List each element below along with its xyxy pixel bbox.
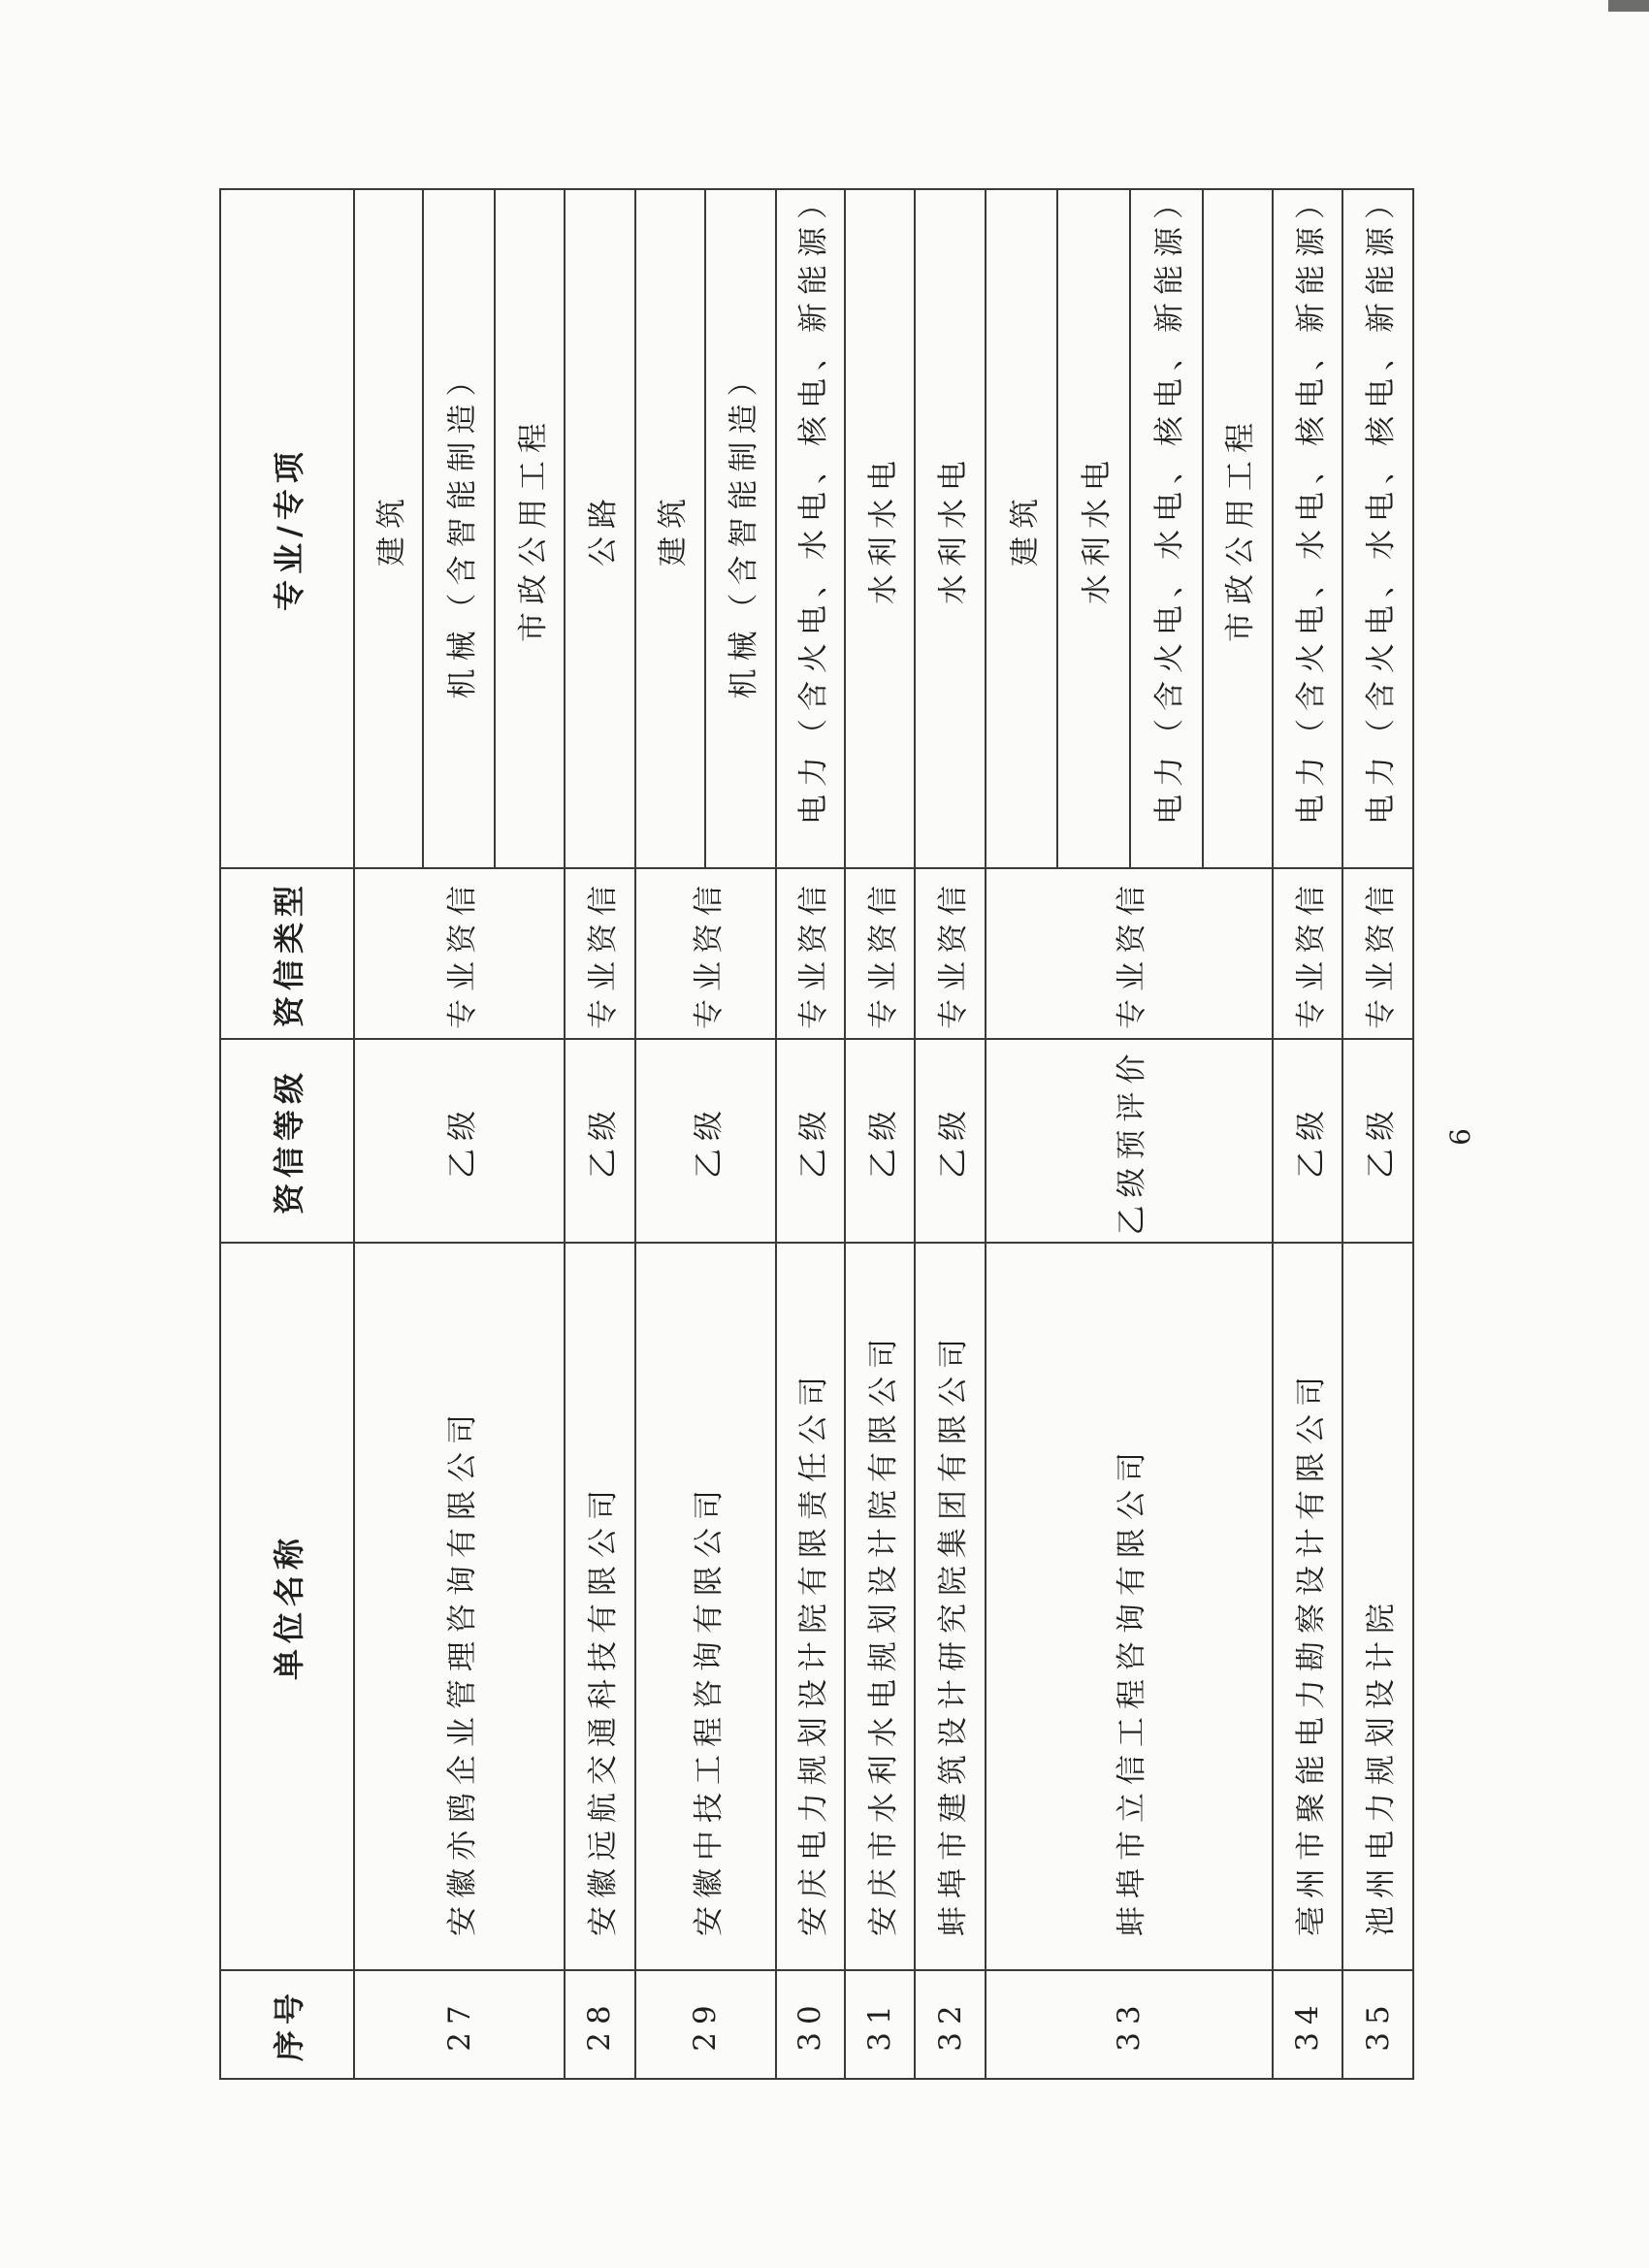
rotated-page-content	[219, 181, 1414, 2080]
company-name: 安庆市水利水电规划设计院有限公司	[845, 1243, 915, 1970]
table-row	[915, 189, 985, 2079]
major: 水利水电	[915, 189, 985, 868]
row-no: 30	[776, 1970, 845, 2079]
table-row	[986, 189, 1058, 2079]
qualification-type: 专业资信	[845, 868, 915, 1039]
qualification-type: 专业资信	[915, 868, 985, 1039]
company-name: 安徽远航交通科技有限公司	[565, 1243, 634, 1970]
qualification-table	[219, 181, 1414, 2080]
table-row	[635, 189, 705, 2079]
grade: 乙级	[776, 1039, 845, 1243]
major: 建筑	[986, 189, 1058, 868]
major: 机械（含智能制造）	[705, 189, 775, 868]
grade: 乙级	[635, 1039, 776, 1243]
grade: 乙级	[845, 1039, 915, 1243]
company-name: 池州电力规划设计院	[1342, 1243, 1413, 1970]
major: 水利水电	[845, 189, 915, 868]
row-no: 35	[1342, 1970, 1413, 2079]
qualification-type: 专业资信	[1342, 868, 1413, 1039]
qualification-type: 专业资信	[1273, 868, 1342, 1039]
major: 公路	[565, 189, 634, 868]
row-no: 28	[565, 1970, 634, 2079]
page-number: 6	[1444, 1128, 1476, 1146]
major: 建筑	[635, 189, 705, 868]
company-name: 蚌埠市立信工程咨询有限公司	[986, 1243, 1273, 1970]
major: 市政公用工程	[495, 189, 565, 868]
header-no: 序号	[220, 1970, 354, 2079]
major: 水利水电	[1057, 189, 1130, 868]
header-type: 资信类型	[220, 868, 354, 1039]
header-name: 单位名称	[220, 1243, 354, 1970]
row-no: 31	[845, 1970, 915, 2079]
row-no: 32	[915, 1970, 985, 2079]
company-name: 安徽中技工程咨询有限公司	[635, 1243, 776, 1970]
major: 机械（含智能制造）	[423, 189, 495, 868]
grade: 乙级预评价	[986, 1039, 1273, 1243]
header-row	[220, 189, 354, 2079]
qualification-type: 专业资信	[565, 868, 634, 1039]
grade: 乙级	[1273, 1039, 1342, 1243]
major: 市政公用工程	[1203, 189, 1273, 868]
table-row	[565, 189, 634, 2079]
grade: 乙级	[915, 1039, 985, 1243]
qualification-type: 专业资信	[635, 868, 776, 1039]
table-row	[845, 189, 915, 2079]
major: 电力（含火电、水电、核电、新能源）	[1273, 189, 1342, 868]
qualification-type: 专业资信	[776, 868, 845, 1039]
grade: 乙级	[354, 1039, 565, 1243]
scan-edge-mark	[1608, 0, 1649, 12]
major: 电力（含火电、水电、核电、新能源）	[776, 189, 845, 868]
row-no: 27	[354, 1970, 565, 2079]
grade: 乙级	[565, 1039, 634, 1243]
qualification-type: 专业资信	[354, 868, 565, 1039]
company-name: 安徽亦鸥企业管理咨询有限公司	[354, 1243, 565, 1970]
company-name: 蚌埠市建筑设计研究院集团有限公司	[915, 1243, 985, 1970]
company-name: 安庆电力规划设计院有限责任公司	[776, 1243, 845, 1970]
company-name: 亳州市聚能电力勘察设计有限公司	[1273, 1243, 1342, 1970]
major: 电力（含火电、水电、核电、新能源）	[1342, 189, 1413, 868]
table-row	[1273, 189, 1342, 2079]
qualification-type: 专业资信	[986, 868, 1273, 1039]
table-row	[1342, 189, 1413, 2079]
row-no: 29	[635, 1970, 776, 2079]
grade: 乙级	[1342, 1039, 1413, 1243]
header-major: 专业/专项	[220, 189, 354, 868]
row-no: 34	[1273, 1970, 1342, 2079]
major: 电力（含火电、水电、核电、新能源）	[1130, 189, 1203, 868]
row-no: 33	[986, 1970, 1273, 2079]
major: 建筑	[354, 189, 423, 868]
header-grade: 资信等级	[220, 1039, 354, 1243]
table-row	[354, 189, 423, 2079]
table-row	[776, 189, 845, 2079]
